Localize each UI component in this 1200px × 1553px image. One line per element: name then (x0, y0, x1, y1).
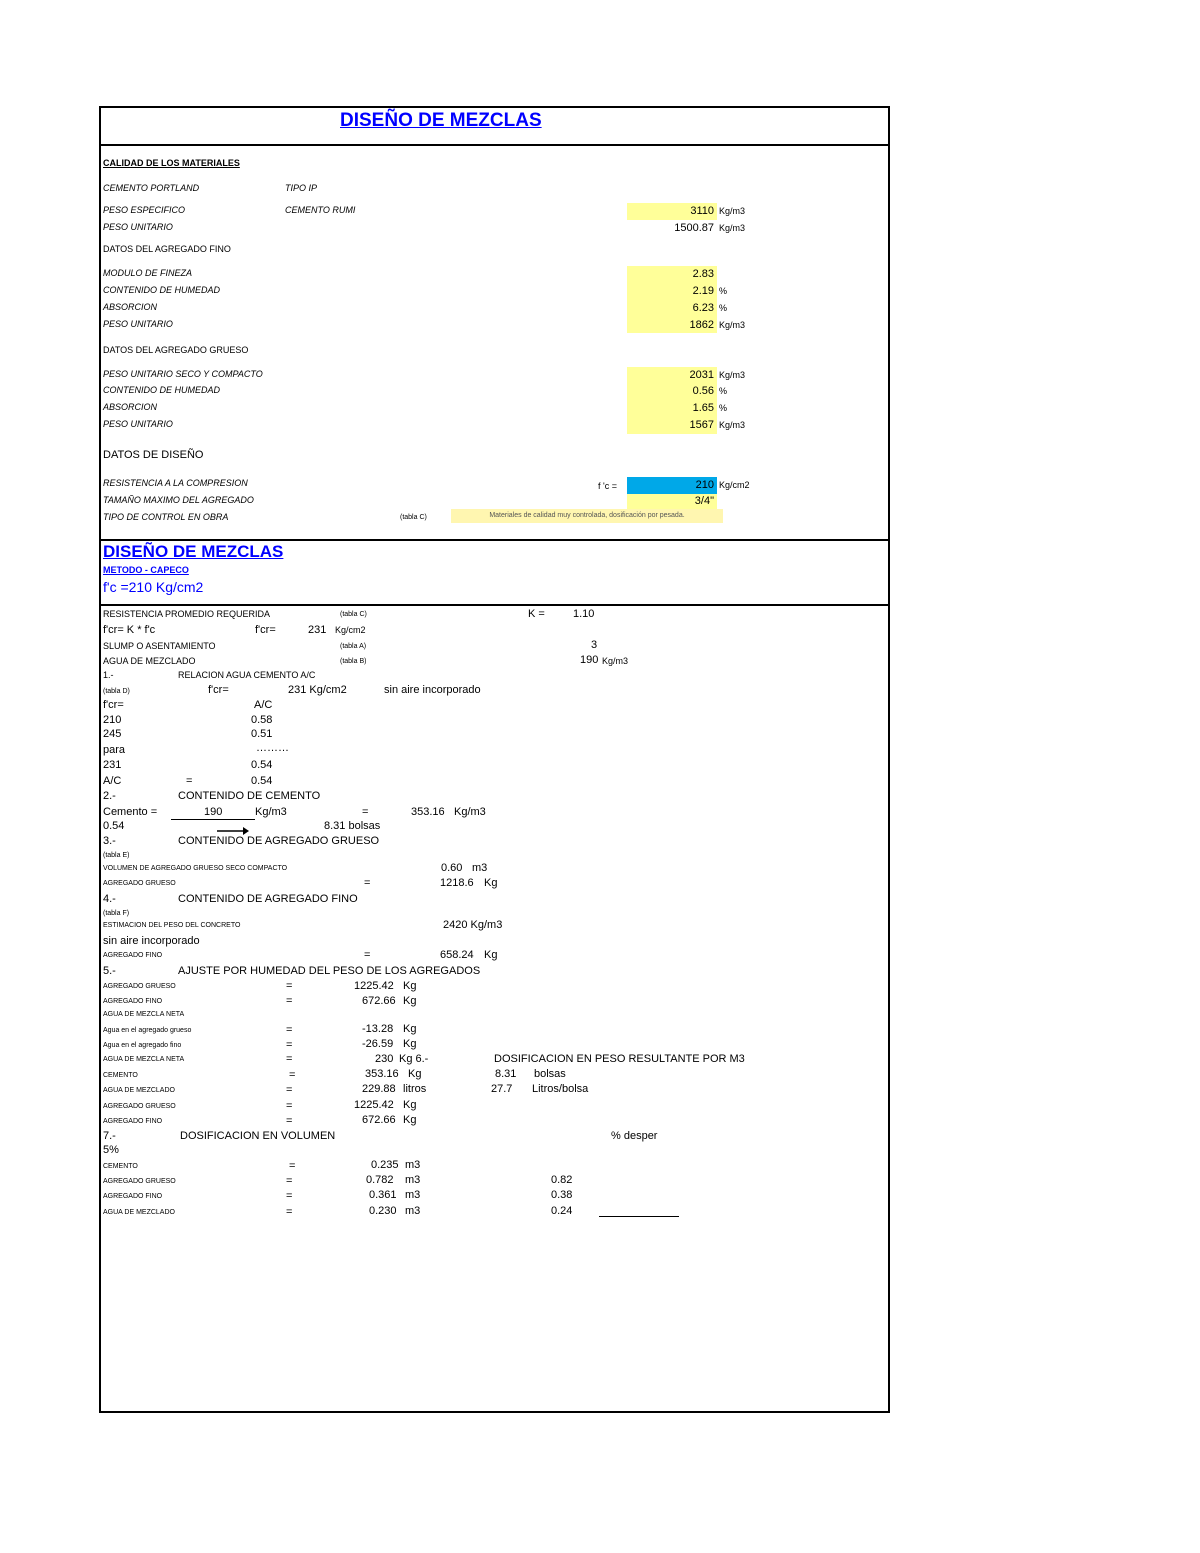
table-ref: (tabla F) (103, 910, 130, 917)
unit-label: Litros/bolsa (532, 1083, 589, 1095)
divider (99, 144, 890, 146)
table-ref: (tabla D) (103, 688, 130, 695)
equals-sign: = (186, 775, 193, 787)
field-label: f 'c = (598, 481, 617, 491)
step-number: 5.- (103, 965, 116, 977)
calc-label: CEMENTO (103, 1163, 138, 1170)
table-ref: (tabla B) (340, 658, 367, 665)
table-header: f'cr= (103, 699, 124, 711)
calc-value: 190 (204, 806, 223, 818)
field-label: TIPO DE CONTROL EN OBRA (103, 512, 229, 522)
equals-sign: = (364, 949, 371, 961)
calc-label: AGREGADO FINO (103, 952, 163, 959)
page-title: DISEÑO DE MEZCLAS (340, 110, 542, 131)
fc-summary: f'c =210 Kg/cm2 (103, 579, 204, 595)
equals-sign: = (286, 980, 293, 992)
calc-value: 190 (580, 654, 599, 666)
calc-label: AGREGADO GRUESO (103, 1178, 176, 1185)
calc-value: 0.54 (103, 820, 125, 832)
cell-value: 3/4" (694, 495, 714, 507)
calc-value: 1225.42 (354, 980, 394, 992)
field-label: ABSORCION (103, 402, 158, 412)
table-cell: 231 (103, 759, 122, 771)
unit-label: % (719, 303, 728, 313)
equals-sign: = (286, 1053, 293, 1065)
unit-label: Kg (484, 949, 498, 961)
calc-value: 1225.42 (354, 1099, 394, 1111)
calc-value: 0.235 (371, 1159, 399, 1171)
unit-label: m3 (405, 1159, 421, 1171)
fraction-line (171, 819, 255, 820)
calc-value: 5% (103, 1144, 119, 1156)
calc-value: 2420 Kg/m3 (443, 919, 503, 931)
calc-label: AGREGADO FINO (103, 1118, 163, 1125)
calc-value: 0.782 (366, 1174, 394, 1186)
calc-label: f'cr= (208, 684, 229, 696)
step-title: RELACION AGUA CEMENTO A/C (178, 670, 316, 680)
step-number: 7.- (103, 1130, 116, 1142)
equals-sign: = (286, 1024, 293, 1036)
calc-label: RESISTENCIA PROMEDIO REQUERIDA (103, 609, 271, 619)
cell-value: 2.19 (692, 285, 714, 297)
table-ref: (tabla E) (103, 852, 130, 859)
calc-label: sin aire incorporado (103, 935, 200, 947)
method-label: METODO - CAPECO (103, 565, 189, 575)
calc-value: 8.31 bolsas (324, 820, 381, 832)
unit-label: Kg/m3 (719, 206, 746, 216)
calc-label: AGUA DE MEZCLADO (103, 656, 196, 666)
cell-value: 0.56 (692, 385, 714, 397)
equals-sign: = (286, 1100, 293, 1112)
unit-label: Kg (403, 1114, 417, 1126)
table-ref: (tabla A) (340, 643, 367, 650)
calc-label: AGREGADO GRUESO (103, 983, 176, 990)
document-frame (99, 106, 890, 1413)
equals-sign: = (286, 1115, 293, 1127)
calc-value: 231 (308, 624, 327, 636)
equals-sign: = (286, 995, 293, 1007)
step-title: CONTENIDO DE AGREGADO FINO (178, 893, 358, 905)
control-dropdown[interactable]: Materiales de calidad muy controlada, dosificación por pesada. (451, 509, 723, 523)
calc-value: 672.66 (362, 995, 396, 1007)
calc-value: 230 (375, 1053, 394, 1065)
field-label: PESO UNITARIO (103, 419, 173, 429)
table-ref: (tabla C) (340, 611, 367, 618)
calc-value: 0.54 (251, 775, 273, 787)
unit-label: % (719, 403, 728, 413)
unit-label: Kg (403, 1038, 417, 1050)
field-label: RESISTENCIA A LA COMPRESION (103, 478, 248, 488)
cell-value: 1500.87 (674, 222, 714, 234)
equals-sign: = (286, 1039, 293, 1051)
subsection-heading: DATOS DEL AGREGADO GRUESO (103, 345, 249, 355)
cell-value: 6.23 (692, 302, 714, 314)
unit-label: Kg (403, 995, 417, 1007)
calc-value: 353.16 (411, 806, 445, 818)
divider (99, 604, 890, 606)
field-value: CEMENTO RUMI (285, 205, 356, 215)
unit-label: m3 (405, 1174, 421, 1186)
unit-label: Kg/cm2 (719, 480, 750, 490)
calc-label: AGUA DE MEZCLA NETA (103, 1011, 185, 1018)
unit-label: % (719, 286, 728, 296)
calc-value: 231 Kg/cm2 (288, 684, 347, 696)
equals-sign: = (364, 877, 371, 889)
equals-sign: = (286, 1084, 293, 1096)
field-label: TAMAÑO MAXIMO DEL AGREGADO (103, 495, 254, 505)
calc-label: AGREGADO GRUESO (103, 880, 176, 887)
table-ref: (tabla C) (400, 514, 427, 521)
unit-label: Kg/cm2 (335, 625, 366, 635)
equals-sign: = (286, 1190, 293, 1202)
equals-sign: = (286, 1206, 293, 1218)
calc-value: 0.60 (441, 862, 463, 874)
calc-label: sin aire incorporado (384, 684, 481, 696)
step-title: DOSIFICACION EN PESO RESULTANTE POR M3 (494, 1053, 745, 1065)
divider (99, 539, 890, 541)
calc-label: K = (528, 608, 545, 620)
step-number: 4.- (103, 893, 116, 905)
calc-value: 0.361 (369, 1189, 397, 1201)
unit-label: Kg/m3 (719, 370, 746, 380)
step-title: DOSIFICACION EN VOLUMEN (180, 1130, 336, 1142)
equals-sign: = (289, 1160, 296, 1172)
cell-value: 2031 (689, 369, 714, 381)
calc-value: -26.59 (362, 1038, 394, 1050)
calc-label: f'cr= (255, 624, 276, 636)
unit-label: Kg/m3 (719, 320, 746, 330)
unit-label: Kg (403, 1023, 417, 1035)
calc-value: 0.82 (551, 1174, 573, 1186)
table-cell: 0.58 (251, 714, 273, 726)
unit-label: Kg/m3 (602, 656, 629, 666)
table-cell: 0.54 (251, 759, 273, 771)
table-header: A/C (254, 699, 273, 711)
field-label: PESO UNITARIO (103, 319, 173, 329)
unit-label: Kg (408, 1068, 422, 1080)
field-label: PESO UNITARIO SECO Y COMPACTO (103, 369, 263, 379)
calc-label: SLUMP O ASENTAMIENTO (103, 641, 216, 651)
unit-label: Kg/m3 (454, 806, 486, 818)
unit-label: Kg 6.- (399, 1053, 429, 1065)
unit-label: m3 (405, 1205, 421, 1217)
unit-label: m3 (405, 1189, 421, 1201)
unit-label: litros (403, 1083, 427, 1095)
step-number: 3.- (103, 835, 116, 847)
cell-value: 2.83 (692, 268, 714, 280)
unit-label: Kg/m3 (719, 223, 746, 233)
field-label: CONTENIDO DE HUMEDAD (103, 285, 221, 295)
field-label: CONTENIDO DE HUMEDAD (103, 385, 221, 395)
step-title: CONTENIDO DE AGREGADO GRUESO (178, 835, 380, 847)
calc-value: 0.230 (369, 1205, 397, 1217)
calc-value: 0.38 (551, 1189, 573, 1201)
step-number: 2.- (103, 790, 116, 802)
unit-label: Kg (403, 1099, 417, 1111)
step-title: AJUSTE POR HUMEDAD DEL PESO DE LOS AGREGADOS (178, 965, 481, 977)
calc-label: Agua en el agregado grueso (103, 1027, 192, 1034)
unit-label: % (719, 386, 728, 396)
table-cell: 245 (103, 728, 122, 740)
calc-value: 8.31 (495, 1068, 517, 1080)
calc-value: -13.28 (362, 1023, 394, 1035)
table-cell: ……… (256, 742, 289, 754)
calc-label: ESTIMACION DEL PESO DEL CONCRETO (103, 922, 241, 929)
equals-sign: = (286, 1175, 293, 1187)
calc-value: 658.24 (440, 949, 474, 961)
calc-label: f'cr= K * f'c (103, 624, 156, 636)
calc-label: A/C (103, 775, 122, 787)
calc-label: Cemento = (103, 806, 158, 818)
sum-line (599, 1216, 679, 1217)
calc-label: AGUA DE MEZCLADO (103, 1087, 175, 1094)
section-heading: DATOS DE DISEÑO (103, 449, 204, 461)
calc-value: 0.24 (551, 1205, 573, 1217)
unit-label: Kg (484, 877, 498, 889)
table-cell: 0.51 (251, 728, 273, 740)
cell-value: 1.65 (692, 402, 714, 414)
calc-label: Agua en el agregado fino (103, 1042, 182, 1049)
cell-value: 210 (695, 479, 714, 491)
field-label: PESO ESPECIFICO (103, 205, 186, 215)
column-header: % desper (611, 1130, 658, 1142)
table-cell: para (103, 744, 126, 756)
field-label: MODULO DE FINEZA (103, 268, 193, 278)
calc-value: 1218.6 (440, 877, 474, 889)
calc-value: 27.7 (491, 1083, 513, 1095)
calc-label: VOLUMEN DE AGREGADO GRUESO SECO COMPACTO (103, 865, 288, 872)
step-title: CONTENIDO DE CEMENTO (178, 790, 321, 802)
unit-label: Kg/m3 (255, 806, 287, 818)
calc-label: AGREGADO FINO (103, 1193, 163, 1200)
field-value: TIPO IP (285, 183, 318, 193)
step-number: 1.- (103, 670, 114, 680)
unit-label: bolsas (534, 1068, 566, 1080)
equals-sign: = (362, 806, 369, 818)
field-label: ABSORCION (103, 302, 158, 312)
cell-value: 1862 (689, 319, 714, 331)
calc-value: 229.88 (362, 1083, 396, 1095)
section-title: DISEÑO DE MEZCLAS (103, 542, 284, 561)
calc-label: AGUA DE MEZCLA NETA (103, 1056, 185, 1063)
section-heading: CALIDAD DE LOS MATERIALES (103, 158, 240, 168)
calc-label: CEMENTO (103, 1072, 138, 1079)
calc-value: 3 (591, 639, 598, 651)
equals-sign: = (289, 1069, 296, 1081)
subsection-heading: DATOS DEL AGREGADO FINO (103, 244, 231, 254)
calc-label: AGREGADO GRUESO (103, 1103, 176, 1110)
unit-label: m3 (472, 862, 488, 874)
calc-value: 353.16 (365, 1068, 399, 1080)
cell-value: 3110 (690, 205, 714, 217)
field-label: CEMENTO PORTLAND (103, 183, 200, 193)
calc-label: AGREGADO FINO (103, 998, 163, 1005)
field-label: PESO UNITARIO (103, 222, 173, 232)
unit-label: Kg (403, 980, 417, 992)
calc-label: AGUA DE MEZCLADO (103, 1209, 175, 1216)
calc-value: 1.10 (573, 608, 595, 620)
calc-value: 672.66 (362, 1114, 396, 1126)
table-cell: 210 (103, 714, 122, 726)
cell-value: 1567 (689, 419, 714, 431)
unit-label: Kg/m3 (719, 420, 746, 430)
